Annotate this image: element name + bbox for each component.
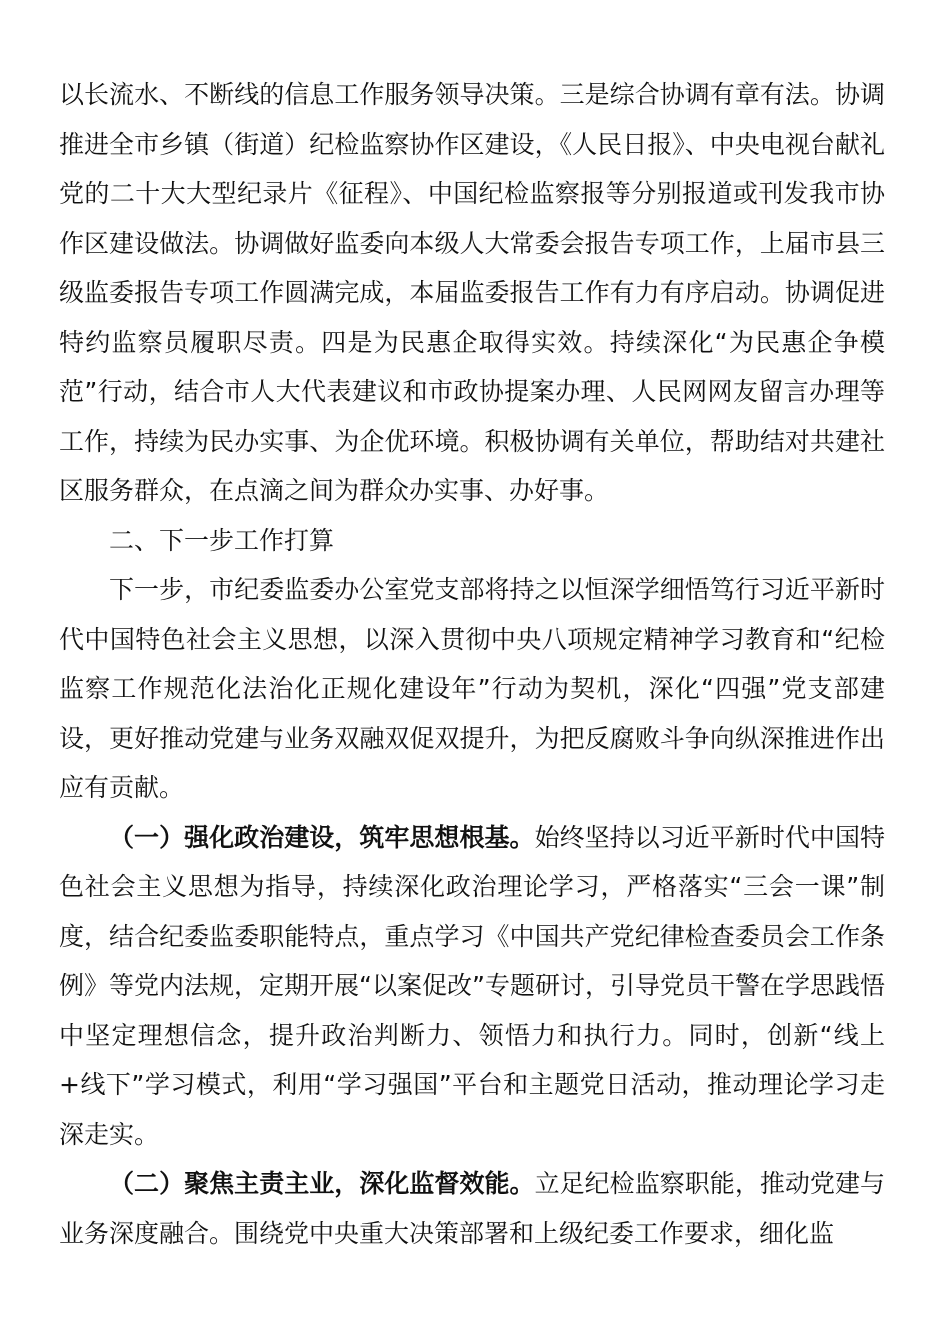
paragraph-continued: 以长流水、不断线的信息工作服务领导决策。三是综合协调有章有法。协调推进全市乡镇（街道）纪检监察协作区建设，《人民日报》、中央电视台献礼党的二十大大型纪录片《征程》、中国纪检监察报等分别报道或刊发我市协作区建设做法。协调做好监委向本级人大常委会报告专项工作，上届市县三级监委报告专项工作圆满完成，本届监委报告工作有力有序启动。协调促进特约监察员履职尽责。四是为民惠企取得实效。持续深化“为民惠企争模范”行动，结合市人大代表建议和市政协提案办理、人民网网友留言办理等工作，持续为民办实事、为企优环境。积极协调有关单位，帮助结对共建社区服务群众，在点滴之间为群众办实事、办好事。 — [59, 80, 885, 505]
item-one-lead: （一）强化政治建设，筑牢思想根基。 — [109, 822, 535, 852]
section-heading-next-steps: 二、下一步工作打算 — [109, 525, 335, 555]
item-two-body: 立足纪检监察职能，推动党建与业务深度融合。围绕党中央重大决策部署和上级纪委工作要求，细化监 — [59, 1169, 885, 1248]
paragraph-item-two — [59, 1159, 885, 1258]
paragraph-item-one — [59, 813, 885, 1160]
item-one-body: 始终坚持以习近平新时代中国特色社会主义思想为指导，持续深化政治理论学习，严格落实“三会一课”制度，结合纪委监委职能特点，重点学习《中国共产党纪律检查委员会工作条例》等党内法规，定期开展“以案促改”专题研讨，引导党员干警在学思践悟中坚定理想信念，提升政治判断力、领悟力和执行力。同时，创新“线上+线下”学习模式，利用“学习强国”平台和主题党日活动，推动理论学习走深走实。 — [59, 822, 885, 1149]
document-page — [59, 70, 885, 1258]
item-two-lead: （二）聚焦主责主业，深化监督效能。 — [109, 1169, 535, 1198]
paragraph-next-steps-intro: 下一步，市纪委监委办公室党支部将持之以恒深学细悟笃行习近平新时代中国特色社会主义思想，以深入贯彻中央八项规定精神学习教育和“纪检监察工作规范化法治化正规化建设年”行动为契机，深化“四强”党支部建设，更好推动党建与业务双融双促双提升，为把反腐败斗争向纵深推进作出应有贡献。 — [59, 575, 885, 802]
